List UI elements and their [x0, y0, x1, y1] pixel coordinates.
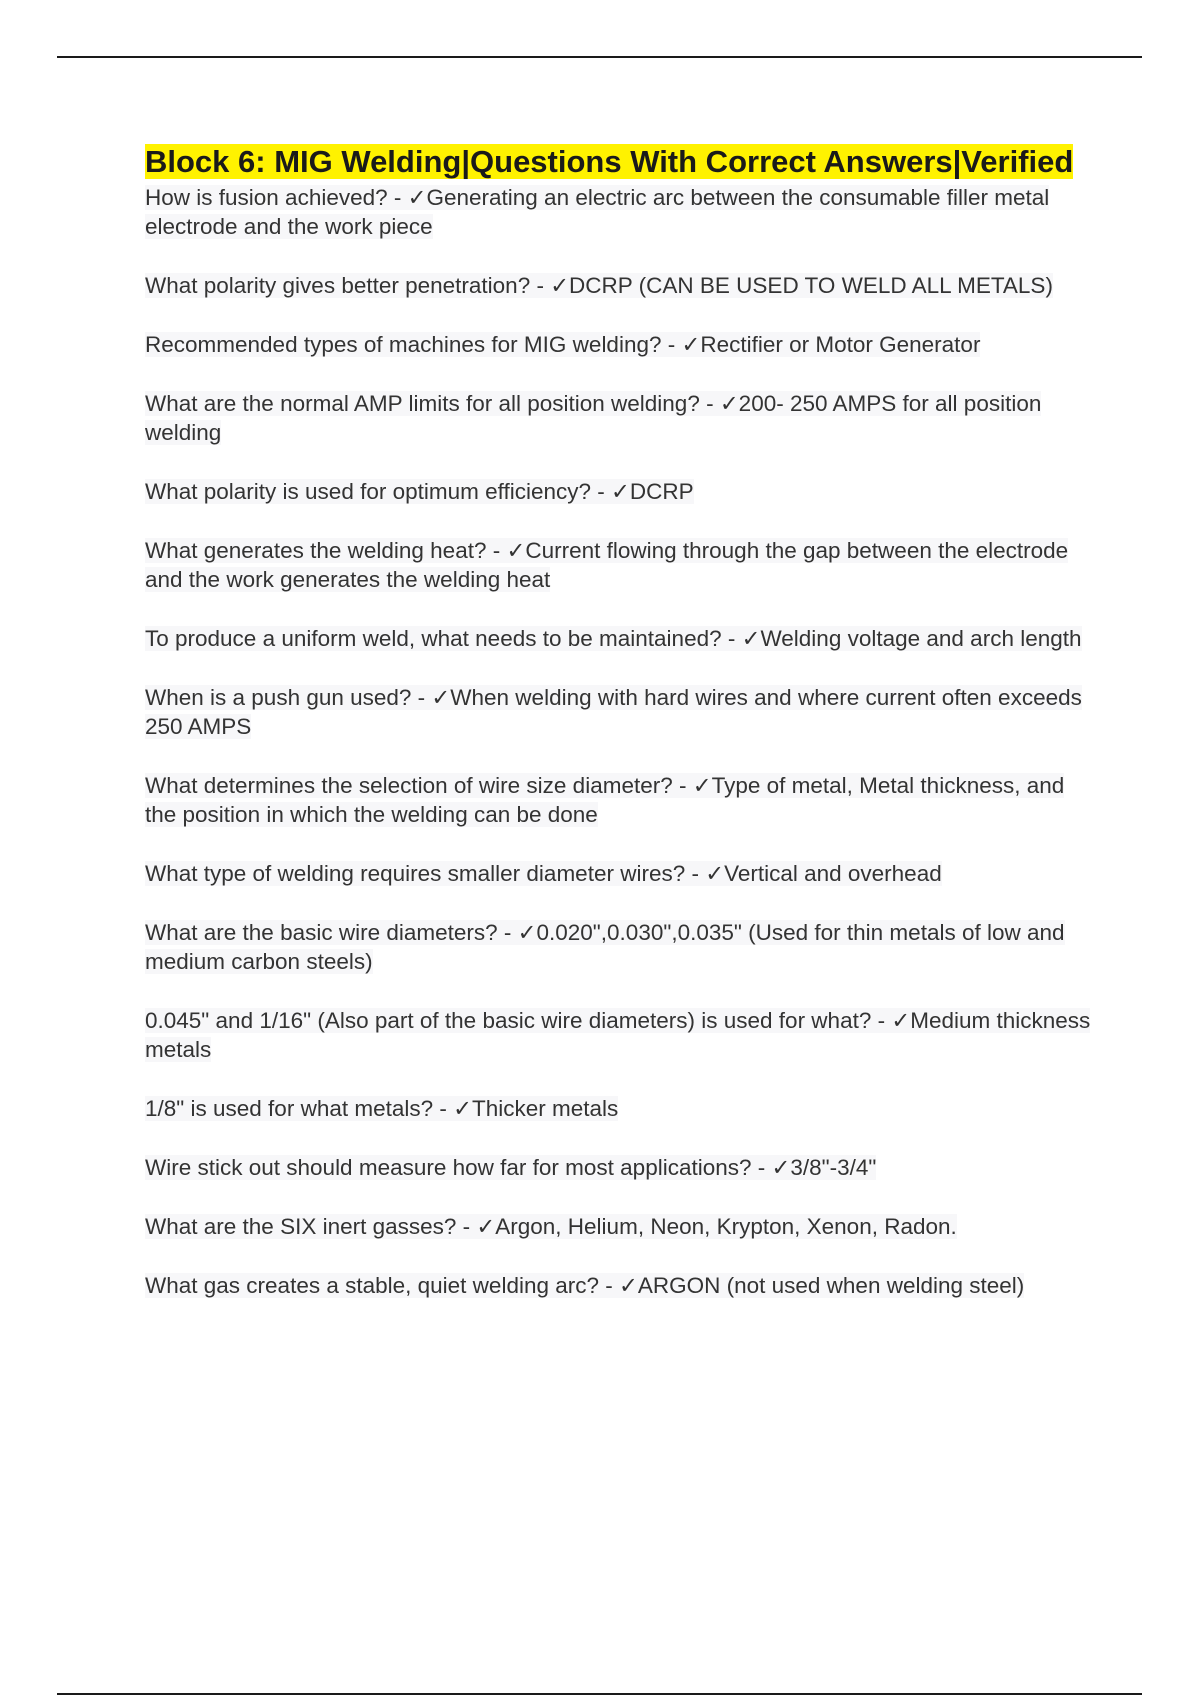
qa-item — [145, 1212, 1095, 1241]
qa-text: What are the normal AMP limits for all position welding? - ✓200- 250 AMPS for all position welding — [145, 391, 1042, 445]
qa-text: What determines the selection of wire size diameter? - ✓Type of metal, Metal thickness, and the position in which the welding can be done — [145, 773, 1065, 827]
qa-text: Recommended types of machines for MIG welding? - ✓Rectifier or Motor Generator — [145, 332, 981, 357]
qa-item — [145, 330, 1095, 359]
qa-item — [145, 859, 1095, 888]
header-rule — [57, 56, 1142, 58]
qa-item — [145, 1094, 1095, 1123]
qa-text: What polarity is used for optimum efficiency? - ✓DCRP — [145, 479, 694, 504]
qa-text: What are the basic wire diameters? - ✓0.020",0.030",0.035" (Used for thin metals of low and medium carbon steels) — [145, 920, 1065, 974]
qa-text: To produce a uniform weld, what needs to be maintained? - ✓Welding voltage and arch length — [145, 626, 1082, 651]
qa-item — [145, 1153, 1095, 1182]
qa-text: How is fusion achieved? - ✓Generating an electric arc between the consumable filler metal electrode and the work piece — [145, 185, 1050, 239]
document-body — [145, 142, 1095, 1330]
qa-item — [145, 1006, 1095, 1064]
qa-item — [145, 389, 1095, 447]
document-title — [145, 142, 1095, 181]
qa-text: When is a push gun used? - ✓When welding with hard wires and where current often exceeds 250 AMPS — [145, 685, 1082, 739]
qa-text: Wire stick out should measure how far for most applications? - ✓3/8"-3/4" — [145, 1155, 877, 1180]
qa-item — [145, 271, 1095, 300]
qa-item — [145, 683, 1095, 741]
qa-text: 0.045" and 1/16" (Also part of the basic wire diameters) is used for what? - ✓Medium thickness metals — [145, 1008, 1091, 1062]
qa-text: What generates the welding heat? - ✓Current flowing through the gap between the electrode and the work generates the welding heat — [145, 538, 1069, 592]
qa-list — [145, 183, 1095, 1300]
qa-item — [145, 183, 1095, 241]
qa-text: What type of welding requires smaller diameter wires? - ✓Vertical and overhead — [145, 861, 942, 886]
footer-rule — [57, 1693, 1142, 1695]
qa-item — [145, 624, 1095, 653]
qa-item — [145, 536, 1095, 594]
qa-item — [145, 1271, 1095, 1300]
qa-item — [145, 477, 1095, 506]
qa-item — [145, 918, 1095, 976]
qa-text: What gas creates a stable, quiet welding arc? - ✓ARGON (not used when welding steel) — [145, 1273, 1025, 1298]
qa-text: What polarity gives better penetration? - ✓DCRP (CAN BE USED TO WELD ALL METALS) — [145, 273, 1053, 298]
qa-text: What are the SIX inert gasses? - ✓Argon, Helium, Neon, Krypton, Xenon, Radon. — [145, 1214, 957, 1239]
qa-item — [145, 771, 1095, 829]
qa-text: 1/8" is used for what metals? - ✓Thicker metals — [145, 1096, 619, 1121]
document-title-text: Block 6: MIG Welding|Questions With Correct Answers|Verified — [145, 144, 1074, 179]
